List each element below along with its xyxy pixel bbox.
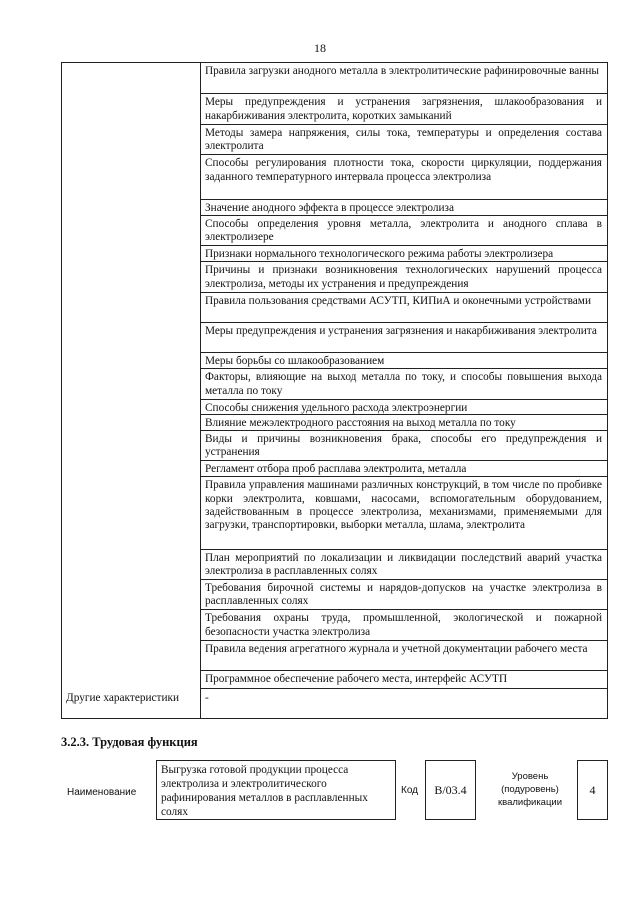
table-row: Методы замера напряжения, силы тока, температуры и определения состава электролита <box>201 125 607 155</box>
table-row: Меры борьбы со шлакообразованием <box>201 353 607 369</box>
table-row: Меры предупреждения и устранения загрязнения и накарбиживания электролита <box>201 323 607 353</box>
qualification-level-value: 4 <box>577 760 608 820</box>
table-row: Регламент отбора проб расплава электролита, металла <box>201 461 607 477</box>
page-number: 18 <box>314 41 326 55</box>
function-code-label: Код <box>401 785 419 796</box>
function-code-value: B/03.4 <box>425 760 476 820</box>
table-row: Программное обеспечение рабочего места, интерфейс АСУТП <box>201 671 607 689</box>
function-name-value: Выгрузка готовой продукции процесса электролиза и электролитического рафинирования металлов в расплавленных солях <box>156 760 396 820</box>
table-row: Требования охраны труда, промышленной, экологической и пожарной безопасности участка электролиза <box>201 610 607 640</box>
knowledge-table <box>61 62 608 719</box>
table-row: Меры предупреждения и устранения загрязнения, шлакообразования и накарбиживания электролита, коротких замыканий <box>201 94 607 124</box>
table-row: Причины и признаки возникновения технологических нарушений процесса электролиза, методы их устранения и предупреждения <box>201 262 607 292</box>
table-row: Признаки нормального технологического режима работы электролизера <box>201 246 607 262</box>
qualification-level-label: Уровень (подуровень) квалификации <box>497 771 563 808</box>
table-row: Способы снижения удельного расхода электроэнергии <box>201 400 607 416</box>
table-row: Правила ведения агрегатного журнала и учетной документации рабочего места <box>201 641 607 671</box>
table-row: Правила загрузки анодного металла в электролитические рафинировочные ванны <box>201 63 607 94</box>
table-row: Факторы, влияющие на выход металла по току, и способы повышения выхода металла по току <box>201 369 607 399</box>
function-name-label: Наименование <box>67 787 137 798</box>
knowledge-rows <box>201 63 607 689</box>
table-row: Способы регулирования плотности тока, скорости циркуляции, поддержания заданного температурного интервала процесса электролиза <box>201 155 607 200</box>
table-row: Требования бирочной системы и нарядов-допусков на участке электролиза в расплавленных солях <box>201 580 607 610</box>
table-row: Правила пользования средствами АСУТП, КИПиА и оконечными устройствами <box>201 293 607 323</box>
section-heading: 3.2.3. Трудовая функция <box>61 735 198 749</box>
table-row: Значение анодного эффекта в процессе электролиза <box>201 200 607 216</box>
table-row: Виды и причины возникновения брака, способы его предупреждения и устранения <box>201 431 607 461</box>
table-row: Способы определения уровня металла, электролита и анодного сплава в электролизере <box>201 216 607 246</box>
table-row: Влияние межэлектродного расстояния на выход металла по току <box>201 415 607 431</box>
other-characteristics-label: Другие характеристики <box>66 692 180 704</box>
other-characteristics-value: - <box>205 692 209 704</box>
table-row: Правила управления машинами различных конструкций, в том числе по пробивке корки электролита, ковшами, насосами, вспомогательным оборудованием, задействованным в процессе электролиза, механизмами, применяемыми для загрузки, транспортировки, выборки металла, шлама, электролита <box>201 477 607 550</box>
table-row: План мероприятий по локализации и ликвидации последствий аварий участка электролиза в расплавленных солях <box>201 550 607 580</box>
